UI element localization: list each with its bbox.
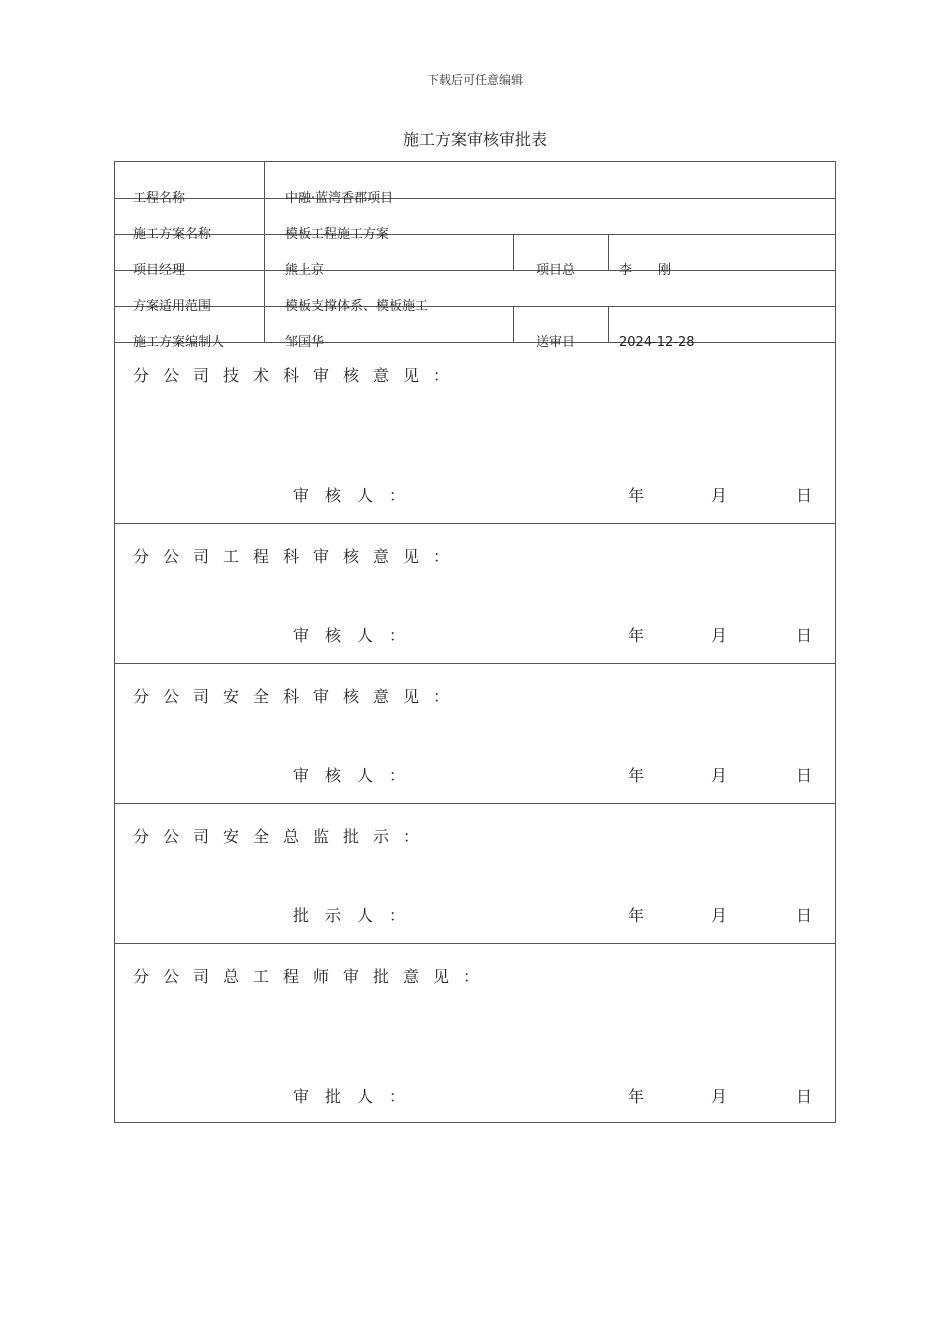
scope-label: 方案适用范围 [133,299,212,314]
date-day: 日 [796,626,813,645]
date-year: 年 [628,626,645,645]
value-cell [264,162,835,206]
info-row-scope [115,271,835,314]
plan-name-label: 施工方案名称 [133,227,212,242]
section-title: 分公司技术科审核意见： [133,366,464,385]
manager-value: 熊上京 [285,263,325,278]
signer-label: 审核人： [293,766,422,785]
author-label: 施工方案编制人 [133,335,225,350]
header-note: 下载后可任意编辑 [426,73,523,87]
section-safety-director [115,804,835,944]
date-month: 月 [711,626,728,645]
label-cell [513,235,608,278]
info-row-author [115,307,835,350]
date-year: 年 [628,1087,645,1106]
date-month: 月 [711,766,728,785]
manager-label: 项目经理 [133,263,186,278]
value-cell [264,307,513,350]
label-cell [115,271,264,314]
date-day: 日 [796,906,813,925]
section-engineering-review [115,524,835,664]
document-title: 施工方案审核审批表 [402,130,547,149]
project-name-value: 中融·蓝湾香郡项目 [285,191,394,206]
signer-label: 审核人： [293,486,422,505]
section-tech-review [115,343,835,524]
date-year: 年 [628,766,645,785]
section-safety-review [115,664,835,804]
submit-date-value: 2024-12-28 [619,335,695,350]
chief-value: 李 刚 [619,263,672,278]
info-row-plan-name [115,199,835,242]
approval-form [114,161,836,1123]
date-day: 日 [796,766,813,785]
date-year: 年 [628,486,645,505]
info-row-manager [115,235,835,278]
date-month: 月 [711,1087,728,1106]
section-title: 分公司工程科审核意见： [133,547,464,566]
submit-date-label: 送审日 [536,335,576,350]
chief-label: 项目总 [536,263,576,278]
value-cell [264,235,513,278]
signer-label: 批示人： [293,906,422,925]
label-cell [115,307,264,350]
info-row-project-name [115,162,835,206]
signer-label: 审核人： [293,626,422,645]
section-title: 分公司总工程师审批意见： [133,967,494,986]
section-chief-engineer [115,944,835,1122]
author-value: 邹国华 [285,335,325,350]
value-cell [608,235,835,278]
plan-name-value: 模板工程施工方案 [285,227,390,242]
signer-label: 审批人： [293,1087,422,1106]
date-month: 月 [711,486,728,505]
value-cell [608,307,835,350]
value-cell [264,271,835,314]
label-cell [513,307,608,350]
project-name-label: 工程名称 [133,191,186,206]
date-day: 日 [796,486,813,505]
label-cell [115,162,264,206]
section-title: 分公司安全总监批示： [133,827,434,846]
scope-value: 模板支撑体系、模板施工 [285,299,429,314]
label-cell [115,199,264,242]
label-cell [115,235,264,278]
date-day: 日 [796,1087,813,1106]
section-title: 分公司安全科审核意见： [133,687,464,706]
date-month: 月 [711,906,728,925]
value-cell [264,199,835,242]
date-year: 年 [628,906,645,925]
